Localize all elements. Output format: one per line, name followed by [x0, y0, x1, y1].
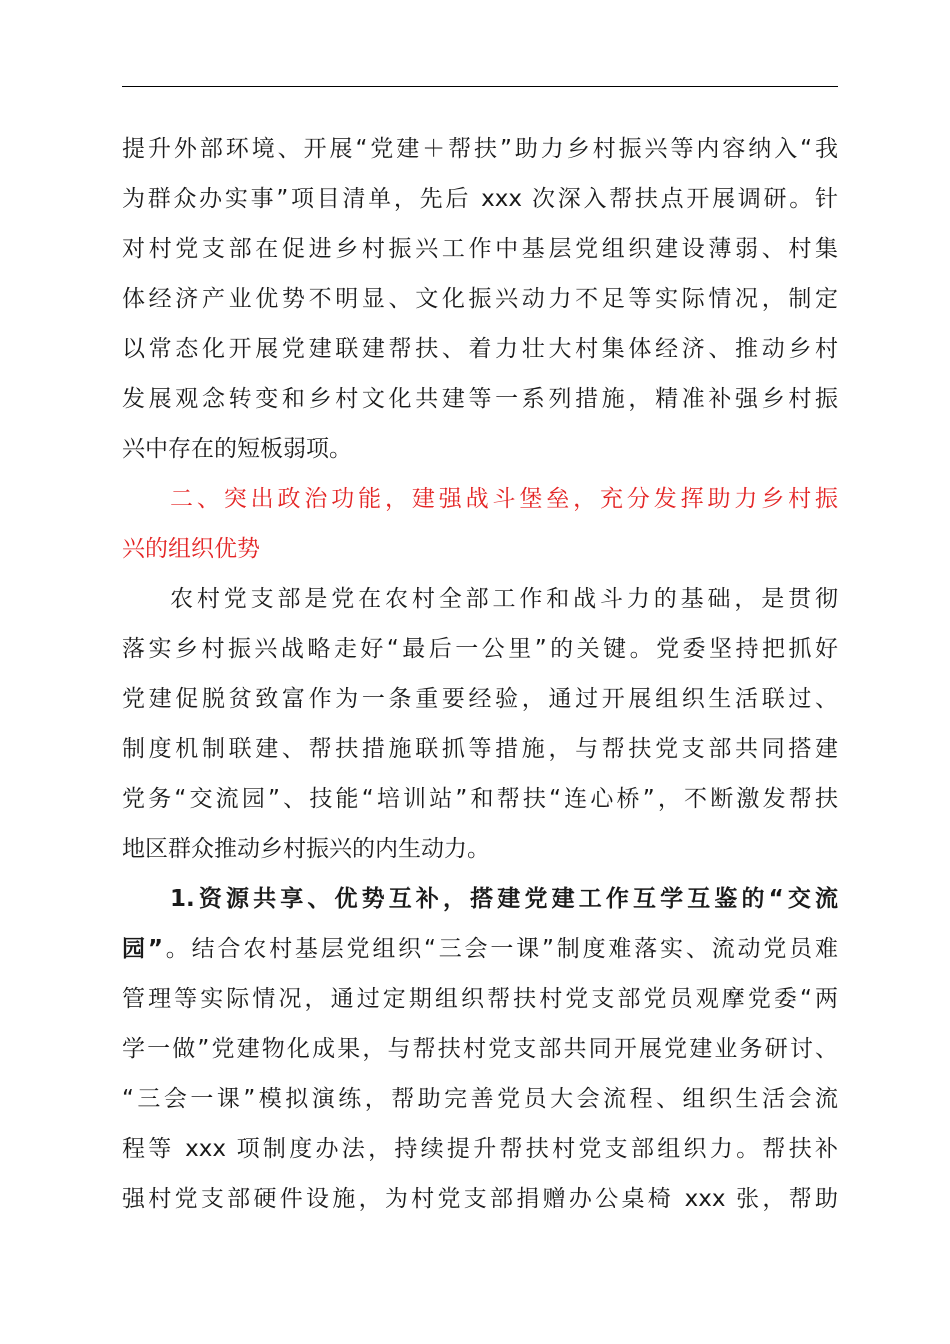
text-line: 党建促脱贫致富作为一条重要经验，通过开展组织生活联过、 — [122, 686, 838, 712]
subheading-text: 园” — [122, 936, 163, 962]
text-line: 体经济产业优势不明显、文化振兴动力不足等实际情况，制定 — [122, 286, 838, 312]
text-line: “三会一课”模拟演练，帮助完善党员大会流程、组织生活会流 — [122, 1086, 838, 1112]
text-line: 提升外部环境、开展“党建＋帮扶”助力乡村振兴等内容纳入“我 — [122, 136, 838, 162]
text-line: 学一做”党建物化成果，与帮扶村党支部共同开展党建业务研讨、 — [122, 1036, 838, 1062]
text-line: 发展观念转变和乡村文化共建等一系列措施，精准补强乡村振 — [122, 386, 838, 412]
text-line: 落实乡村振兴战略走好“最后一公里”的关键。党委坚持把抓好 — [122, 636, 838, 662]
section-heading: 二、突出政治功能，建强战斗堡垒，充分发挥助力乡村振 — [170, 486, 838, 512]
header-rule — [122, 86, 838, 87]
subheading-text: 1.资源共享、优势互补，搭建党建工作互学互鉴的“交流 — [170, 886, 838, 912]
text-line: 对村党支部在促进乡村振兴工作中基层党组织建设薄弱、村集 — [122, 236, 838, 262]
text-line: 地区群众推动乡村振兴的内生动力。 — [122, 836, 490, 862]
text-line: 农村党支部是党在农村全部工作和战斗力的基础，是贯彻 — [170, 586, 838, 612]
text-line: 强村党支部硬件设施，为村党支部捐赠办公桌椅 xxx 张，帮助 — [122, 1186, 838, 1212]
subheading-line — [122, 924, 838, 974]
text-line: 制度机制联建、帮扶措施联抓等措施，与帮扶党支部共同搭建 — [122, 736, 838, 762]
text-line: 管理等实际情况，通过定期组织帮扶村党支部党员观摩党委“两 — [122, 986, 838, 1012]
text-line: 以常态化开展党建联建帮扶、着力壮大村集体经济、推动乡村 — [122, 336, 838, 362]
text-line: 为群众办实事”项目清单，先后 xxx 次深入帮扶点开展调研。针 — [122, 186, 838, 212]
document-body — [122, 124, 838, 1224]
text-line: 。结合农村基层党组织“三会一课”制度难落实、流动党员难 — [162, 936, 838, 962]
text-line: 党务“交流园”、技能“培训站”和帮扶“连心桥”，不断激发帮扶 — [122, 786, 838, 812]
section-heading: 兴的组织优势 — [122, 536, 260, 562]
text-line: 兴中存在的短板弱项。 — [122, 436, 352, 462]
text-line: 程等 xxx 项制度办法，持续提升帮扶村党支部组织力。帮扶补 — [122, 1136, 838, 1162]
subheading-line — [122, 874, 838, 924]
